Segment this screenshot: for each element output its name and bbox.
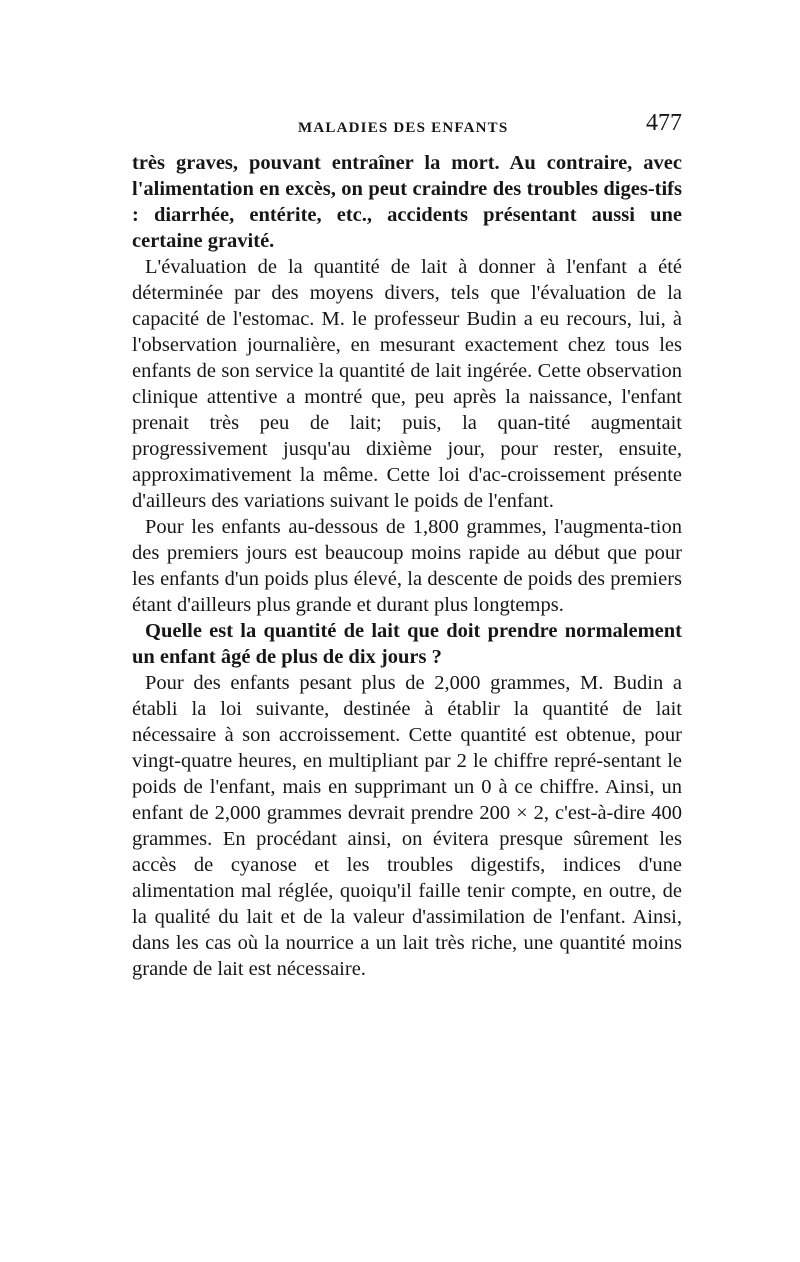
running-head [132,108,682,148]
paragraph-budin-rule: Pour des enfants pesant plus de 2,000 grammes, M. Budin a établi la loi suivante, destinée à établir la quantité de lait nécessaire à son accroissement. Cette quantité est obtenue, pour vingt-quatre heures, en multipliant par 2 le chiffre repré-sentant le poids de l'enfant, mais en supprimant un 0 à ce chiffre. Ainsi, un enfant de 2,000 grammes devrait prendre 200 × 2, c'est-à-dire 400 grammes. En procédant ainsi, on évitera presque sûrement les accès de cyanose et les troubles digestifs, indices d'une alimentation mal réglée, quoiqu'il faille tenir compte, en outre, de la qualité du lait et de la valeur d'assimilation de l'enfant. Ainsi, dans les cas où la nourrice a un lait très riche, une quantité moins grande de lait est nécessaire. [132,672,682,980]
running-title: MALADIES DES ENFANTS [298,120,509,136]
paragraph-under-1800: Pour les enfants au-dessous de 1,800 grammes, l'augmenta-tion des premiers jours est beaucoup moins rapide au début que pour les enfants d'un poids plus élevé, la descente de poids des premiers étant d'ailleurs plus grande et durant plus longtemps. [132,516,682,616]
body-text [132,150,682,982]
paragraph-question: Quelle est la quantité de lait que doit prendre normalement un enfant âgé de plus de dix jours ? [132,620,682,668]
paragraph-continuation: très graves, pouvant entraîner la mort. Au contraire, avec l'alimentation en excès, on peut craindre des troubles diges-tifs : diarrhée, entérite, etc., accidents présentant aussi une certaine gravité. [132,152,682,252]
paragraph-evaluation: L'évaluation de la quantité de lait à donner à l'enfant a été déterminée par des moyens divers, tels que l'évaluation de la capacité de l'estomac. M. le professeur Budin a eu recours, lui, à l'observation journalière, en mesurant exactement chez tous les enfants de son service la quantité de lait ingérée. Cette observation clinique attentive a montré que, peu après la naissance, l'enfant prenait très peu de lait; puis, la quan-tité augmentait progressivement jusqu'au dixième jour, pour rester, ensuite, approximativement la même. Cette loi d'ac-croissement présente d'ailleurs des variations suivant le poids de l'enfant. [132,256,682,512]
page-number: 477 [646,110,682,136]
